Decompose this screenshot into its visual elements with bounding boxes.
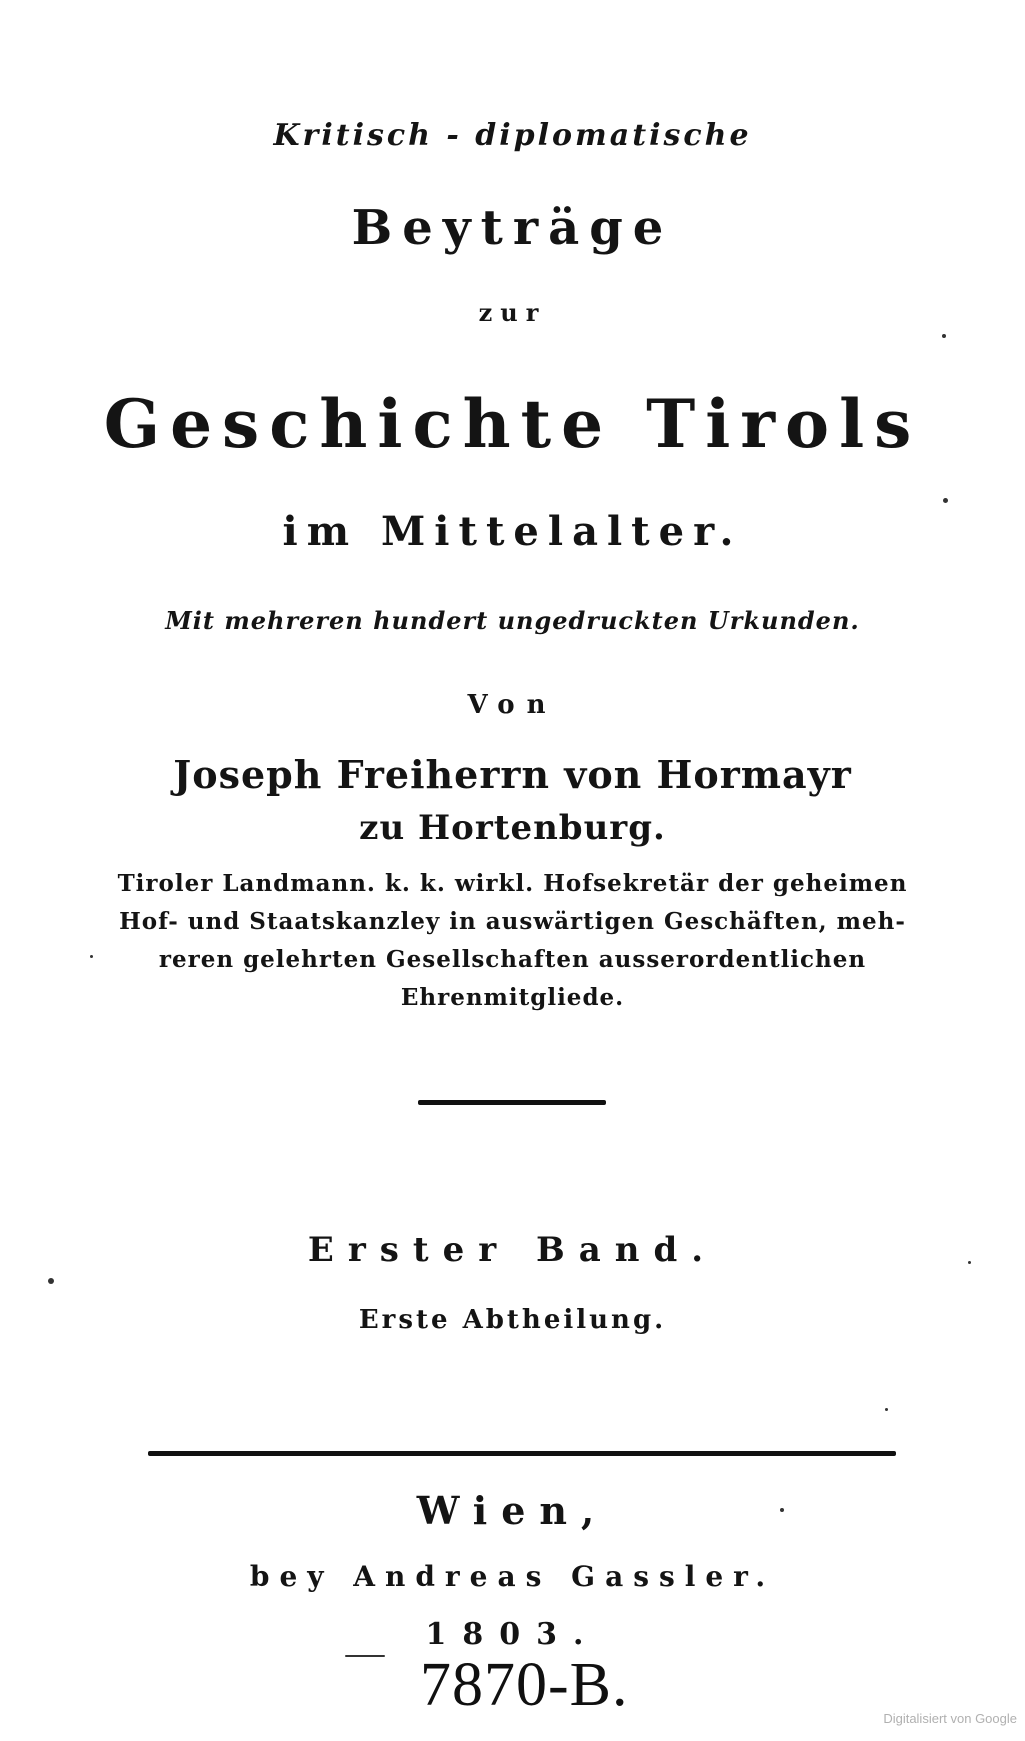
paper-speck xyxy=(90,955,93,958)
author-description-line1: Tiroler Landmann. k. k. wirkl. Hofsekretär der geheimen xyxy=(117,870,908,897)
title-zur: zur xyxy=(478,298,547,327)
title-beytraege: Beyträge xyxy=(351,200,674,256)
subtitle-urkunden: Mit mehreren hundert ungedruckten Urkunden. xyxy=(165,606,860,635)
divider-rule-short xyxy=(418,1100,606,1105)
main-title: Geschichte Tirols xyxy=(103,385,922,463)
author-description-line4: Ehrenmitgliede. xyxy=(400,984,625,1011)
divider-rule-long xyxy=(148,1451,896,1456)
paper-speck xyxy=(48,1278,54,1284)
paper-speck xyxy=(942,334,946,338)
author-description-line3: reren gelehrten Gesellschaften ausserordentlichen xyxy=(158,946,867,973)
paper-speck xyxy=(885,1408,888,1411)
author-name-line1: Joseph Freiherrn von Hormayr xyxy=(173,752,852,797)
part-label: Erste Abtheilung. xyxy=(358,1305,667,1335)
imprint-publisher: bey Andreas Gassler. xyxy=(249,1560,776,1593)
paper-speck xyxy=(780,1508,784,1512)
imprint-year: 1803. xyxy=(425,1617,600,1652)
paper-speck xyxy=(943,498,948,503)
subtitle-kritisch: Kritisch - diplomatische xyxy=(273,118,752,153)
digitization-watermark: Digitalisiert von Google xyxy=(883,1711,1017,1726)
author-description-line2: Hof- und Staatskanzley in auswärtigen Geschäften, meh- xyxy=(119,908,906,935)
paper-speck xyxy=(968,1261,971,1264)
paper-speck xyxy=(345,1655,385,1657)
volume-label: Erster Band. xyxy=(307,1230,718,1270)
imprint-place: Wien, xyxy=(416,1488,609,1533)
library-shelfmark: 7870-B. xyxy=(420,1651,629,1719)
title-mittelalter: im Mittelalter. xyxy=(282,508,743,555)
author-name-line2: zu Hortenburg. xyxy=(359,808,666,848)
byline-von: Von xyxy=(467,690,558,720)
